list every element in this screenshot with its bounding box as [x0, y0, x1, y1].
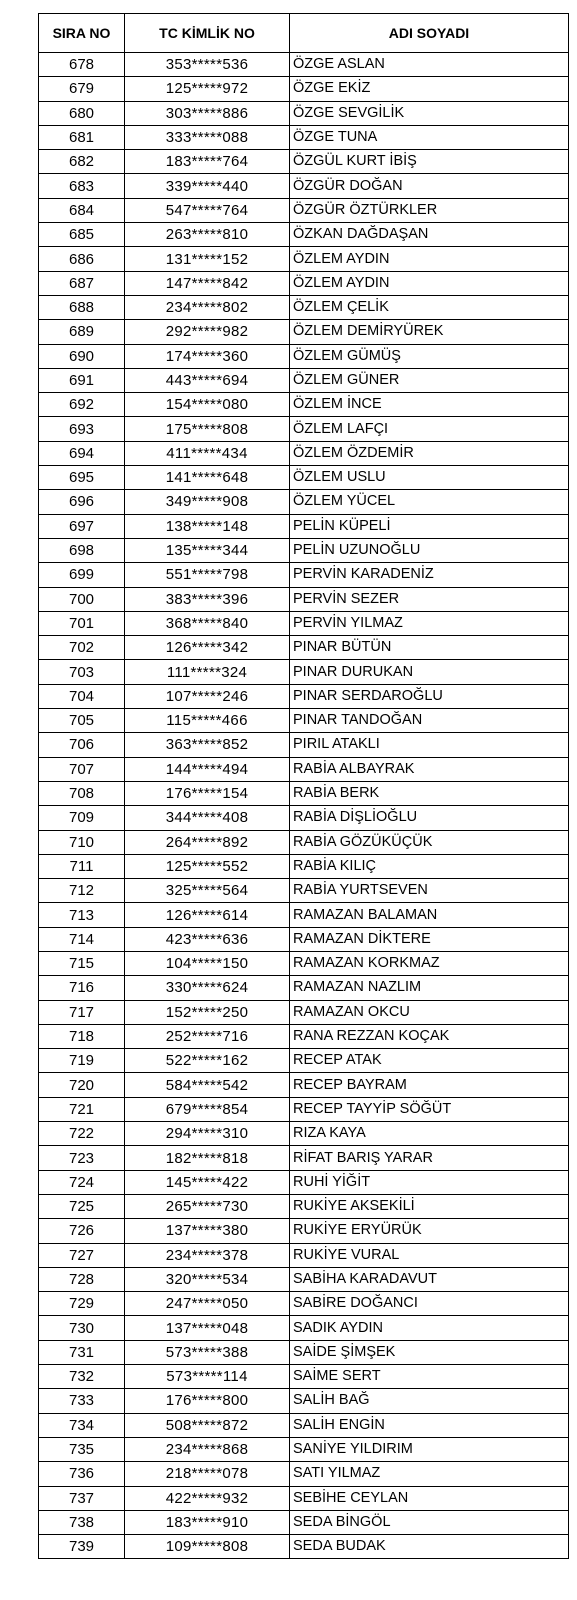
tc-kimlik-no-cell: 573*****114	[125, 1365, 290, 1389]
adi-soyadi-cell: ÖZLEM AYDIN	[290, 247, 569, 271]
adi-soyadi-cell: RUKİYE ERYÜRÜK	[290, 1219, 569, 1243]
tc-kimlik-no-cell: 443*****694	[125, 368, 290, 392]
tc-kimlik-no-cell: 679*****854	[125, 1097, 290, 1121]
sira-no-cell: 702	[39, 636, 125, 660]
tc-kimlik-no-cell: 349*****908	[125, 490, 290, 514]
sira-no-cell: 710	[39, 830, 125, 854]
adi-soyadi-cell: ÖZLEM USLU	[290, 466, 569, 490]
tc-kimlik-no-cell: 234*****868	[125, 1437, 290, 1461]
adi-soyadi-cell: PERVİN YILMAZ	[290, 611, 569, 635]
sira-no-cell: 701	[39, 611, 125, 635]
adi-soyadi-cell: ÖZLEM ÖZDEMİR	[290, 441, 569, 465]
table-row	[39, 514, 569, 538]
sira-no-cell: 691	[39, 368, 125, 392]
tc-kimlik-no-cell: 303*****886	[125, 101, 290, 125]
sira-no-cell: 733	[39, 1389, 125, 1413]
adi-soyadi-cell: SADIK AYDIN	[290, 1316, 569, 1340]
sira-no-cell: 678	[39, 53, 125, 77]
adi-soyadi-cell: SALİH ENGİN	[290, 1413, 569, 1437]
tc-kimlik-no-cell: 263*****810	[125, 223, 290, 247]
table-row	[39, 1365, 569, 1389]
adi-soyadi-cell: SALİH BAĞ	[290, 1389, 569, 1413]
sira-no-cell: 713	[39, 903, 125, 927]
adi-soyadi-cell: RUKİYE AKSEKİLİ	[290, 1194, 569, 1218]
adi-soyadi-cell: RUKİYE VURAL	[290, 1243, 569, 1267]
adi-soyadi-cell: RAMAZAN BALAMAN	[290, 903, 569, 927]
adi-soyadi-cell: SAİDE ŞİMŞEK	[290, 1340, 569, 1364]
table-row	[39, 903, 569, 927]
tc-kimlik-no-cell: 264*****892	[125, 830, 290, 854]
sira-no-cell: 721	[39, 1097, 125, 1121]
sira-no-cell: 735	[39, 1437, 125, 1461]
table-row	[39, 587, 569, 611]
sira-no-cell: 739	[39, 1535, 125, 1559]
adi-soyadi-cell: PINAR TANDOĞAN	[290, 709, 569, 733]
adi-soyadi-cell: SABİRE DOĞANCI	[290, 1292, 569, 1316]
adi-soyadi-cell: RUHİ YİĞİT	[290, 1170, 569, 1194]
sira-no-cell: 724	[39, 1170, 125, 1194]
adi-soyadi-cell: ÖZGE EKİZ	[290, 77, 569, 101]
adi-soyadi-cell: SATI YILMAZ	[290, 1462, 569, 1486]
sira-no-cell: 698	[39, 538, 125, 562]
sira-no-cell: 687	[39, 271, 125, 295]
table-row	[39, 77, 569, 101]
adi-soyadi-cell: RABİA GÖZÜKÜÇÜK	[290, 830, 569, 854]
tc-kimlik-no-cell: 292*****982	[125, 320, 290, 344]
tc-kimlik-no-cell: 344*****408	[125, 806, 290, 830]
tc-kimlik-no-cell: 111*****324	[125, 660, 290, 684]
sira-no-cell: 729	[39, 1292, 125, 1316]
adi-soyadi-cell: ÖZGÜL KURT İBİŞ	[290, 150, 569, 174]
sira-no-cell: 730	[39, 1316, 125, 1340]
tc-kimlik-no-cell: 137*****048	[125, 1316, 290, 1340]
sira-no-cell: 716	[39, 976, 125, 1000]
tc-kimlik-no-cell: 247*****050	[125, 1292, 290, 1316]
sira-no-cell: 728	[39, 1267, 125, 1291]
adi-soyadi-cell: PELİN KÜPELİ	[290, 514, 569, 538]
sira-no-cell: 732	[39, 1365, 125, 1389]
adi-soyadi-cell: RECEP TAYYİP SÖĞÜT	[290, 1097, 569, 1121]
sira-no-cell: 686	[39, 247, 125, 271]
tc-kimlik-no-cell: 353*****536	[125, 53, 290, 77]
sira-no-cell: 700	[39, 587, 125, 611]
adi-soyadi-cell: RABİA DİŞLİOĞLU	[290, 806, 569, 830]
table-row	[39, 1292, 569, 1316]
tc-kimlik-no-cell: 218*****078	[125, 1462, 290, 1486]
sira-no-cell: 695	[39, 466, 125, 490]
sira-no-cell: 683	[39, 174, 125, 198]
tc-kimlik-no-cell: 175*****808	[125, 417, 290, 441]
table-row	[39, 538, 569, 562]
sira-no-cell: 715	[39, 951, 125, 975]
tc-kimlik-no-cell: 252*****716	[125, 1024, 290, 1048]
tc-kimlik-no-cell: 265*****730	[125, 1194, 290, 1218]
adi-soyadi-cell: SAİME SERT	[290, 1365, 569, 1389]
tc-kimlik-no-cell: 135*****344	[125, 538, 290, 562]
table-row	[39, 1340, 569, 1364]
table-row	[39, 1073, 569, 1097]
tc-kimlik-no-cell: 333*****088	[125, 125, 290, 149]
table-row	[39, 441, 569, 465]
adi-soyadi-cell: RECEP ATAK	[290, 1049, 569, 1073]
sira-no-cell: 692	[39, 393, 125, 417]
table-row	[39, 1413, 569, 1437]
tc-kimlik-no-cell: 422*****932	[125, 1486, 290, 1510]
sira-no-cell: 681	[39, 125, 125, 149]
table-row	[39, 1486, 569, 1510]
sira-no-cell: 682	[39, 150, 125, 174]
tc-kimlik-no-cell: 368*****840	[125, 611, 290, 635]
tc-kimlik-no-cell: 522*****162	[125, 1049, 290, 1073]
tc-kimlik-no-cell: 126*****342	[125, 636, 290, 660]
table-row	[39, 781, 569, 805]
adi-soyadi-cell: RAMAZAN DİKTERE	[290, 927, 569, 951]
tc-kimlik-no-cell: 144*****494	[125, 757, 290, 781]
tc-kimlik-no-cell: 423*****636	[125, 927, 290, 951]
adi-soyadi-cell: PERVİN KARADENİZ	[290, 563, 569, 587]
name-list-table	[38, 13, 569, 1559]
table-row	[39, 1170, 569, 1194]
tc-kimlik-no-cell: 183*****764	[125, 150, 290, 174]
table-row	[39, 757, 569, 781]
adi-soyadi-cell: ÖZLEM LAFÇI	[290, 417, 569, 441]
adi-soyadi-cell: RABİA ALBAYRAK	[290, 757, 569, 781]
tc-kimlik-no-cell: 411*****434	[125, 441, 290, 465]
sira-no-cell: 694	[39, 441, 125, 465]
sira-no-cell: 703	[39, 660, 125, 684]
sira-no-cell: 704	[39, 684, 125, 708]
table-row	[39, 393, 569, 417]
table-row	[39, 1024, 569, 1048]
table-row	[39, 1267, 569, 1291]
table-row	[39, 271, 569, 295]
table-row	[39, 417, 569, 441]
adi-soyadi-cell: ÖZLEM YÜCEL	[290, 490, 569, 514]
adi-soyadi-cell: PINAR BÜTÜN	[290, 636, 569, 660]
table-body	[39, 53, 569, 1559]
adi-soyadi-cell: RAMAZAN NAZLIM	[290, 976, 569, 1000]
sira-no-cell: 696	[39, 490, 125, 514]
tc-kimlik-no-cell: 126*****614	[125, 903, 290, 927]
table-row	[39, 1219, 569, 1243]
table-row	[39, 490, 569, 514]
sira-no-cell: 727	[39, 1243, 125, 1267]
table-row	[39, 1389, 569, 1413]
table-row	[39, 198, 569, 222]
sira-no-cell: 734	[39, 1413, 125, 1437]
tc-kimlik-no-cell: 176*****154	[125, 781, 290, 805]
sira-no-cell: 720	[39, 1073, 125, 1097]
adi-soyadi-cell: RIZA KAYA	[290, 1122, 569, 1146]
tc-kimlik-no-cell: 339*****440	[125, 174, 290, 198]
table-row	[39, 611, 569, 635]
tc-kimlik-no-cell: 131*****152	[125, 247, 290, 271]
sira-no-cell: 707	[39, 757, 125, 781]
table-row	[39, 150, 569, 174]
sira-no-cell: 731	[39, 1340, 125, 1364]
adi-soyadi-cell: ÖZKAN DAĞDAŞAN	[290, 223, 569, 247]
table-row	[39, 976, 569, 1000]
table-row	[39, 1097, 569, 1121]
header-row	[39, 14, 569, 53]
column-header-sira-no: SIRA NO	[39, 14, 125, 53]
adi-soyadi-cell: PINAR SERDAROĞLU	[290, 684, 569, 708]
tc-kimlik-no-cell: 104*****150	[125, 951, 290, 975]
table-row	[39, 101, 569, 125]
adi-soyadi-cell: ÖZGE SEVGİLİK	[290, 101, 569, 125]
adi-soyadi-cell: ÖZGÜR DOĞAN	[290, 174, 569, 198]
table-row	[39, 174, 569, 198]
sira-no-cell: 718	[39, 1024, 125, 1048]
table-row	[39, 806, 569, 830]
adi-soyadi-cell: ÖZLEM ÇELİK	[290, 295, 569, 319]
sira-no-cell: 705	[39, 709, 125, 733]
tc-kimlik-no-cell: 325*****564	[125, 879, 290, 903]
sira-no-cell: 679	[39, 77, 125, 101]
adi-soyadi-cell: PINAR DURUKAN	[290, 660, 569, 684]
tc-kimlik-no-cell: 107*****246	[125, 684, 290, 708]
table-row	[39, 1049, 569, 1073]
tc-kimlik-no-cell: 125*****552	[125, 854, 290, 878]
tc-kimlik-no-cell: 141*****648	[125, 466, 290, 490]
adi-soyadi-cell: PELİN UZUNOĞLU	[290, 538, 569, 562]
tc-kimlik-no-cell: 363*****852	[125, 733, 290, 757]
tc-kimlik-no-cell: 174*****360	[125, 344, 290, 368]
tc-kimlik-no-cell: 145*****422	[125, 1170, 290, 1194]
tc-kimlik-no-cell: 551*****798	[125, 563, 290, 587]
tc-kimlik-no-cell: 109*****808	[125, 1535, 290, 1559]
tc-kimlik-no-cell: 125*****972	[125, 77, 290, 101]
table-row	[39, 1146, 569, 1170]
sira-no-cell: 684	[39, 198, 125, 222]
tc-kimlik-no-cell: 547*****764	[125, 198, 290, 222]
adi-soyadi-cell: PIRIL ATAKLI	[290, 733, 569, 757]
tc-kimlik-no-cell: 152*****250	[125, 1000, 290, 1024]
table-row	[39, 660, 569, 684]
adi-soyadi-cell: RAMAZAN KORKMAZ	[290, 951, 569, 975]
table-row	[39, 1243, 569, 1267]
table-row	[39, 1122, 569, 1146]
table-row	[39, 1194, 569, 1218]
sira-no-cell: 693	[39, 417, 125, 441]
tc-kimlik-no-cell: 176*****800	[125, 1389, 290, 1413]
column-header-adi-soyadi: ADI SOYADI	[290, 14, 569, 53]
tc-kimlik-no-cell: 508*****872	[125, 1413, 290, 1437]
tc-kimlik-no-cell: 294*****310	[125, 1122, 290, 1146]
table-row	[39, 854, 569, 878]
table-row	[39, 563, 569, 587]
sira-no-cell: 697	[39, 514, 125, 538]
sira-no-cell: 680	[39, 101, 125, 125]
adi-soyadi-cell: RECEP BAYRAM	[290, 1073, 569, 1097]
tc-kimlik-no-cell: 320*****534	[125, 1267, 290, 1291]
sira-no-cell: 723	[39, 1146, 125, 1170]
table-row	[39, 1462, 569, 1486]
adi-soyadi-cell: ÖZGE TUNA	[290, 125, 569, 149]
adi-soyadi-cell: RABİA BERK	[290, 781, 569, 805]
table-row	[39, 927, 569, 951]
table-row	[39, 247, 569, 271]
column-header-tc-kimlik-no: TC KİMLİK NO	[125, 14, 290, 53]
adi-soyadi-cell: SEBİHE CEYLAN	[290, 1486, 569, 1510]
adi-soyadi-cell: ÖZLEM GÜMÜŞ	[290, 344, 569, 368]
table-row	[39, 1000, 569, 1024]
tc-kimlik-no-cell: 234*****378	[125, 1243, 290, 1267]
table-row	[39, 684, 569, 708]
tc-kimlik-no-cell: 183*****910	[125, 1510, 290, 1534]
adi-soyadi-cell: ÖZLEM AYDIN	[290, 271, 569, 295]
table-row	[39, 125, 569, 149]
table-row	[39, 1437, 569, 1461]
tc-kimlik-no-cell: 573*****388	[125, 1340, 290, 1364]
adi-soyadi-cell: SANİYE YILDIRIM	[290, 1437, 569, 1461]
tc-kimlik-no-cell: 234*****802	[125, 295, 290, 319]
sira-no-cell: 688	[39, 295, 125, 319]
tc-kimlik-no-cell: 383*****396	[125, 587, 290, 611]
table-row	[39, 1535, 569, 1559]
adi-soyadi-cell: ÖZGE ASLAN	[290, 53, 569, 77]
tc-kimlik-no-cell: 115*****466	[125, 709, 290, 733]
tc-kimlik-no-cell: 154*****080	[125, 393, 290, 417]
adi-soyadi-cell: ÖZGÜR ÖZTÜRKLER	[290, 198, 569, 222]
sira-no-cell: 711	[39, 854, 125, 878]
table-row	[39, 1510, 569, 1534]
sira-no-cell: 714	[39, 927, 125, 951]
table-row	[39, 1316, 569, 1340]
tc-kimlik-no-cell: 584*****542	[125, 1073, 290, 1097]
table-row	[39, 733, 569, 757]
tc-kimlik-no-cell: 138*****148	[125, 514, 290, 538]
sira-no-cell: 699	[39, 563, 125, 587]
table-row	[39, 830, 569, 854]
adi-soyadi-cell: ÖZLEM GÜNER	[290, 368, 569, 392]
table-row	[39, 709, 569, 733]
table-row	[39, 223, 569, 247]
sira-no-cell: 719	[39, 1049, 125, 1073]
table-row	[39, 466, 569, 490]
adi-soyadi-cell: PERVİN SEZER	[290, 587, 569, 611]
sira-no-cell: 736	[39, 1462, 125, 1486]
adi-soyadi-cell: RAMAZAN OKCU	[290, 1000, 569, 1024]
sira-no-cell: 722	[39, 1122, 125, 1146]
sira-no-cell: 738	[39, 1510, 125, 1534]
tc-kimlik-no-cell: 182*****818	[125, 1146, 290, 1170]
sira-no-cell: 690	[39, 344, 125, 368]
sira-no-cell: 726	[39, 1219, 125, 1243]
adi-soyadi-cell: SABİHA KARADAVUT	[290, 1267, 569, 1291]
sira-no-cell: 717	[39, 1000, 125, 1024]
tc-kimlik-no-cell: 147*****842	[125, 271, 290, 295]
adi-soyadi-cell: RANA REZZAN KOÇAK	[290, 1024, 569, 1048]
adi-soyadi-cell: SEDA BİNGÖL	[290, 1510, 569, 1534]
sira-no-cell: 685	[39, 223, 125, 247]
adi-soyadi-cell: SEDA BUDAK	[290, 1535, 569, 1559]
table-row	[39, 636, 569, 660]
adi-soyadi-cell: RİFAT BARIŞ YARAR	[290, 1146, 569, 1170]
sira-no-cell: 712	[39, 879, 125, 903]
sira-no-cell: 709	[39, 806, 125, 830]
tc-kimlik-no-cell: 137*****380	[125, 1219, 290, 1243]
table-row	[39, 951, 569, 975]
adi-soyadi-cell: RABİA KILIÇ	[290, 854, 569, 878]
sira-no-cell: 737	[39, 1486, 125, 1510]
table-row	[39, 879, 569, 903]
sira-no-cell: 689	[39, 320, 125, 344]
adi-soyadi-cell: ÖZLEM DEMİRYÜREK	[290, 320, 569, 344]
table-row	[39, 53, 569, 77]
table-row	[39, 344, 569, 368]
adi-soyadi-cell: RABİA YURTSEVEN	[290, 879, 569, 903]
table-row	[39, 295, 569, 319]
table-header	[39, 14, 569, 53]
sira-no-cell: 706	[39, 733, 125, 757]
sira-no-cell: 708	[39, 781, 125, 805]
sira-no-cell: 725	[39, 1194, 125, 1218]
tc-kimlik-no-cell: 330*****624	[125, 976, 290, 1000]
table-row	[39, 320, 569, 344]
table-row	[39, 368, 569, 392]
adi-soyadi-cell: ÖZLEM İNCE	[290, 393, 569, 417]
